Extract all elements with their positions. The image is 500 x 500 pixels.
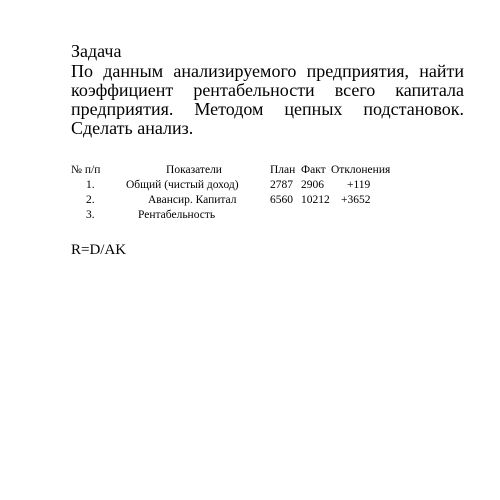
table-row bbox=[71, 178, 401, 193]
row-deviation: +3652 bbox=[341, 194, 371, 206]
row-indicator: Авансир. Капитал bbox=[148, 194, 237, 206]
row-num: 2. bbox=[86, 194, 95, 206]
row-deviation bbox=[331, 208, 401, 223]
header-num: № п/п bbox=[71, 164, 101, 176]
task-title: Задача bbox=[71, 41, 122, 61]
row-num: 1. bbox=[86, 179, 95, 191]
formula: R=D/AK bbox=[71, 242, 127, 258]
row-fact: 10212 bbox=[301, 194, 330, 206]
header-fact: Факт bbox=[301, 164, 326, 176]
row-deviation: +119 bbox=[347, 179, 371, 191]
table-row bbox=[71, 208, 401, 223]
row-fact: 2906 bbox=[301, 179, 324, 191]
header-indicator: Показатели bbox=[166, 164, 222, 176]
row-plan: 6560 bbox=[270, 194, 293, 206]
row-indicator: Рентабельность bbox=[138, 209, 216, 221]
task-description: По данным анализируемого предприятия, найти коэффициент рентабельности всего капитала предприятия. Методом цепных подстановок. Сделать анализ. bbox=[71, 61, 464, 138]
row-indicator: Общий (чистый доход) bbox=[126, 179, 239, 191]
table-header-row bbox=[71, 163, 401, 178]
header-plan: План bbox=[270, 164, 296, 176]
row-fact bbox=[297, 208, 331, 223]
row-plan bbox=[270, 208, 297, 223]
header-deviation: Отклонения bbox=[331, 164, 391, 176]
row-num: 3. bbox=[86, 209, 95, 221]
row-plan: 2787 bbox=[270, 179, 293, 191]
table-row bbox=[71, 193, 401, 208]
indicators-table bbox=[71, 163, 401, 223]
